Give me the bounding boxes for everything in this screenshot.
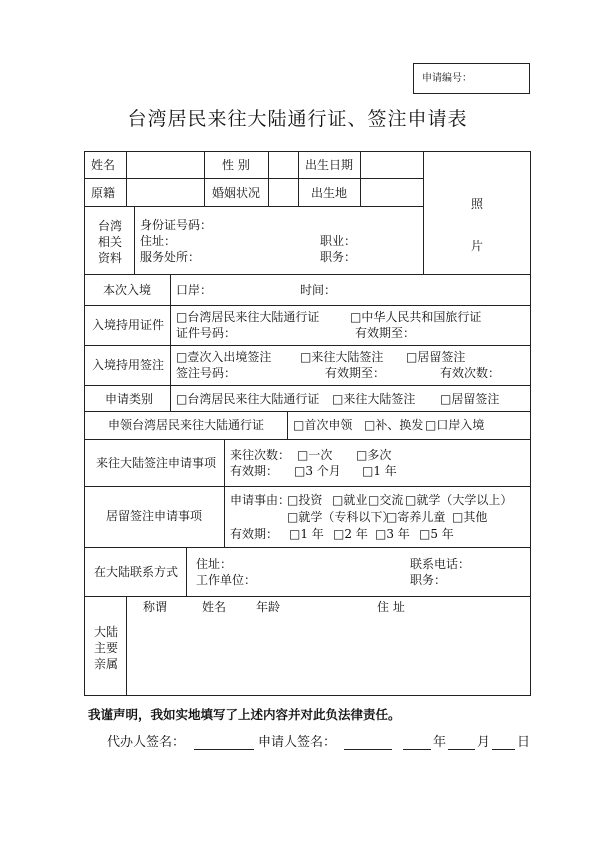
year-label: 年 <box>433 735 447 750</box>
month-label: 月 <box>477 735 491 750</box>
apply-type-option-mtp[interactable]: □台湾居民来往大陆通行证 <box>176 392 320 406</box>
declaration-text: 我谨声明，我如实地填写了上述内容并对此负法律责任。 <box>88 707 401 722</box>
taiwan-info-label-3: 资料 <box>98 251 123 265</box>
birthplace-field[interactable] <box>361 179 422 206</box>
gender-field[interactable] <box>269 152 297 178</box>
travel-validity-option-1y[interactable]: □1 年 <box>362 464 397 478</box>
applicant-signature-label: 申请人签名： <box>258 735 337 750</box>
relatives-col-name: 姓名 <box>202 600 227 614</box>
marital-status-field[interactable] <box>269 179 297 206</box>
residence-validity-1y[interactable]: □1 年 <box>289 527 324 541</box>
agent-signature-line[interactable] <box>194 749 254 750</box>
application-number-label: 申请编号： <box>422 73 472 84</box>
entry-visa-option-single[interactable]: □壹次入出境签注 <box>176 350 272 364</box>
form-title: 台湾居民来往大陆通行证、签注申请表 <box>127 108 468 130</box>
residence-validity-3y[interactable]: □3 年 <box>375 527 410 541</box>
reason-option-other[interactable]: □其他 <box>452 510 488 524</box>
reason-option-foster[interactable]: □寄养儿童 <box>386 510 446 524</box>
pass-apply-option-port[interactable]: □口岸入境 <box>425 418 485 432</box>
entry-cert-label: 入境持用证件 <box>92 318 165 332</box>
cert-valid-until-label: 有效期至： <box>355 326 416 340</box>
travel-visa-label: 来往大陆签注申请事项 <box>96 456 217 470</box>
name-label: 姓名 <box>91 158 116 172</box>
relatives-col-title: 称谓 <box>143 600 168 614</box>
gender-label: 性 别 <box>222 158 250 172</box>
occupation-label: 职业： <box>320 234 357 248</box>
reason-option-invest[interactable]: □投资 <box>287 493 323 507</box>
relatives-col-age: 年龄 <box>256 600 281 614</box>
travel-validity-option-3m[interactable]: □3 个月 <box>294 464 341 478</box>
year-line[interactable] <box>403 749 431 750</box>
entry-label: 本次入境 <box>103 283 152 297</box>
mainland-work-unit-label: 工作单位： <box>196 573 257 587</box>
mainland-contact-label: 在大陆联系方式 <box>94 565 179 579</box>
month-line[interactable] <box>448 749 475 750</box>
photo-label-1: 照 <box>471 197 484 211</box>
relatives-label-2: 主要 <box>94 641 119 655</box>
entry-cert-option-travel-doc[interactable]: □中华人民共和国旅行证 <box>350 310 482 324</box>
reason-option-college[interactable]: □就学（专科以下） <box>287 510 395 524</box>
mainland-address-label: 住址： <box>196 557 233 571</box>
apply-type-option-residence-visa[interactable]: □居留签注 <box>440 392 500 406</box>
relatives-label-1: 大陆 <box>94 625 119 639</box>
pass-apply-option-first[interactable]: □首次申领 <box>293 418 353 432</box>
applicant-signature-line[interactable] <box>344 749 392 750</box>
photo-area[interactable] <box>424 152 530 274</box>
entry-time-label: 时间： <box>300 283 337 297</box>
visa-number-label: 签注号码： <box>176 366 237 380</box>
day-label: 日 <box>517 735 531 750</box>
visa-valid-until-label: 有效期至： <box>325 366 386 380</box>
apply-type-option-travel-visa[interactable]: □来往大陆签注 <box>332 392 416 406</box>
relatives-col-address: 住 址 <box>377 600 405 614</box>
birthplace-label: 出生地 <box>311 186 348 200</box>
birth-date-field[interactable] <box>361 152 422 178</box>
reason-option-employ[interactable]: □就业 <box>332 493 368 507</box>
origin-label: 原籍 <box>91 186 116 200</box>
residence-validity-label: 有效期： <box>230 527 279 541</box>
entry-visa-label: 入境持用签注 <box>92 358 165 372</box>
residence-validity-2y[interactable]: □2 年 <box>333 527 368 541</box>
residence-visa-label: 居留签注申请事项 <box>106 509 203 523</box>
entry-visa-option-residence[interactable]: □居留签注 <box>406 350 466 364</box>
photo-label-2: 片 <box>471 239 484 253</box>
apply-type-label: 申请类别 <box>105 392 154 406</box>
origin-field[interactable] <box>127 179 203 206</box>
relatives-input-area[interactable] <box>127 616 529 694</box>
pass-apply-option-replace[interactable]: □补、换发 <box>364 418 424 432</box>
taiwan-position-label: 职务： <box>320 250 357 264</box>
mainland-position-label: 职务： <box>410 573 447 587</box>
name-field[interactable] <box>127 152 203 178</box>
relatives-label-3: 亲属 <box>94 657 119 671</box>
taiwan-info-label-2: 相关 <box>98 235 123 249</box>
agent-signature-label: 代办人签名： <box>107 735 186 750</box>
birth-date-label: 出生日期 <box>305 158 354 172</box>
mainland-phone-label: 联系电话： <box>410 557 471 571</box>
visa-valid-times-label: 有效次数： <box>440 366 501 380</box>
travel-times-label: 来往次数： <box>230 448 291 462</box>
reason-option-exchange[interactable]: □交流 <box>368 493 404 507</box>
entry-cert-option-mtp[interactable]: □台湾居民来往大陆通行证 <box>176 310 320 324</box>
cert-number-label: 证件号码： <box>176 326 237 340</box>
pass-apply-label: 申领台湾居民来往大陆通行证 <box>108 418 265 432</box>
day-line[interactable] <box>492 749 515 750</box>
travel-validity-label: 有效期： <box>230 464 279 478</box>
id-number-label: 身份证号码： <box>140 218 213 232</box>
residence-reason-label: 申请事由： <box>230 493 291 507</box>
residence-validity-5y[interactable]: □5 年 <box>419 527 454 541</box>
travel-times-option-once[interactable]: □一次 <box>297 448 333 462</box>
entry-visa-option-travel[interactable]: □来往大陆签注 <box>300 350 384 364</box>
marital-status-label: 婚姻状况 <box>212 186 261 200</box>
entry-port-label: 口岸： <box>176 283 213 297</box>
taiwan-info-label-1: 台湾 <box>98 219 123 233</box>
travel-times-option-multi[interactable]: □多次 <box>356 448 392 462</box>
workplace-label: 服务处所： <box>140 250 201 264</box>
taiwan-address-label: 住址： <box>140 234 177 248</box>
reason-option-university[interactable]: □就学（大学以上） <box>405 493 513 507</box>
